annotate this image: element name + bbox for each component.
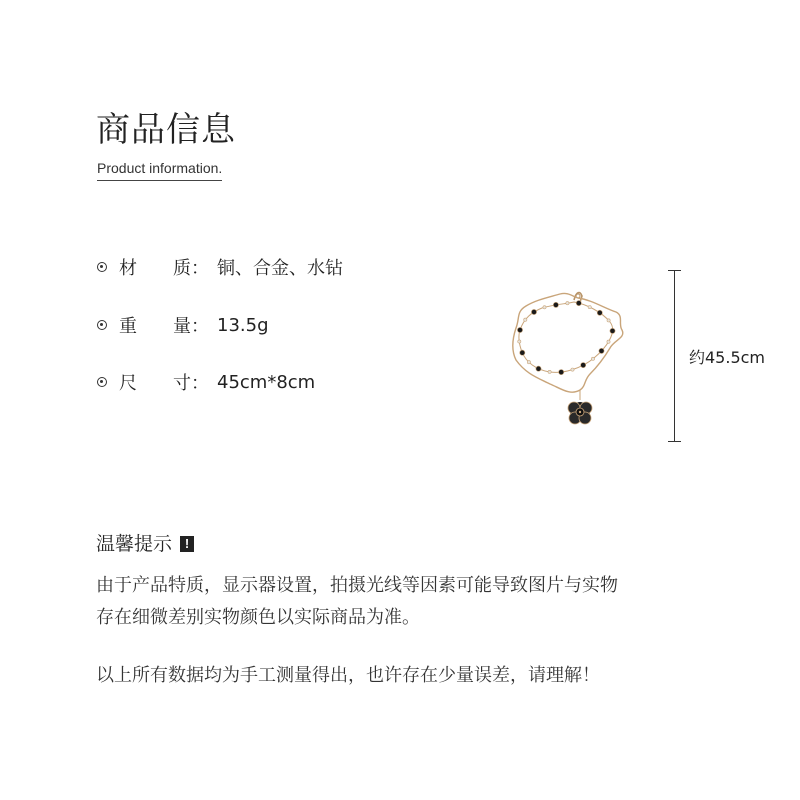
spec-label-size: 尺 寸：: [119, 373, 209, 394]
bead: [610, 328, 615, 333]
notice-title-text: 温馨提示: [96, 533, 173, 555]
spec-label-material: 材 质：: [119, 258, 209, 279]
bead: [588, 306, 591, 309]
notice-line-1: 由于产品特质，显示器设置，拍摄光线等因素可能导致图片与实物: [96, 575, 618, 596]
dimension-label: 约45.5cm: [689, 348, 766, 367]
exclamation-icon: !: [180, 536, 194, 552]
spec-row-material: [97, 252, 343, 282]
notice-line-3: 以上所有数据均为手工测量得出，也许存在少量误差，请理解！: [96, 665, 600, 686]
bead: [597, 310, 602, 315]
bead: [517, 327, 522, 332]
bead: [607, 319, 610, 322]
bead: [536, 366, 541, 371]
page-subtitle: Product information.: [97, 158, 222, 181]
bead-group: [517, 301, 615, 375]
page-title: 商品信息: [96, 110, 236, 150]
bullet-circle-icon: [97, 320, 107, 330]
dimension-line: [674, 270, 675, 442]
dimension-cap-top: [668, 270, 681, 271]
bullet-circle-icon: [97, 262, 107, 272]
spec-row-weight: [97, 310, 269, 340]
notice-line-2: 存在细微差别实物颜色以实际商品为准。: [96, 607, 420, 628]
spec-label-weight: 重 量：: [119, 316, 209, 337]
bead: [566, 302, 569, 305]
camellia-pendant: [568, 402, 592, 424]
bead: [607, 340, 610, 343]
bead: [520, 350, 525, 355]
bead: [591, 357, 594, 360]
bullet-circle-icon: [97, 377, 107, 387]
bead: [531, 309, 536, 314]
spec-row-size: [97, 367, 315, 397]
spec-value-material: 铜、合金、水钻: [217, 258, 343, 279]
dimension-cap-bottom: [668, 441, 681, 442]
bead: [527, 361, 530, 364]
bead: [559, 370, 564, 375]
spec-value-size: 45cm*8cm: [217, 371, 316, 393]
bead: [599, 348, 604, 353]
bead: [543, 306, 546, 309]
bead: [571, 368, 574, 371]
bead: [518, 340, 521, 343]
notice-title: [96, 530, 194, 558]
spec-value-weight: 13.5g: [217, 314, 269, 336]
bead: [581, 363, 586, 368]
product-image: [506, 278, 656, 438]
bead: [553, 302, 558, 307]
bead: [524, 318, 527, 321]
bead: [548, 370, 551, 373]
bead: [576, 301, 581, 306]
